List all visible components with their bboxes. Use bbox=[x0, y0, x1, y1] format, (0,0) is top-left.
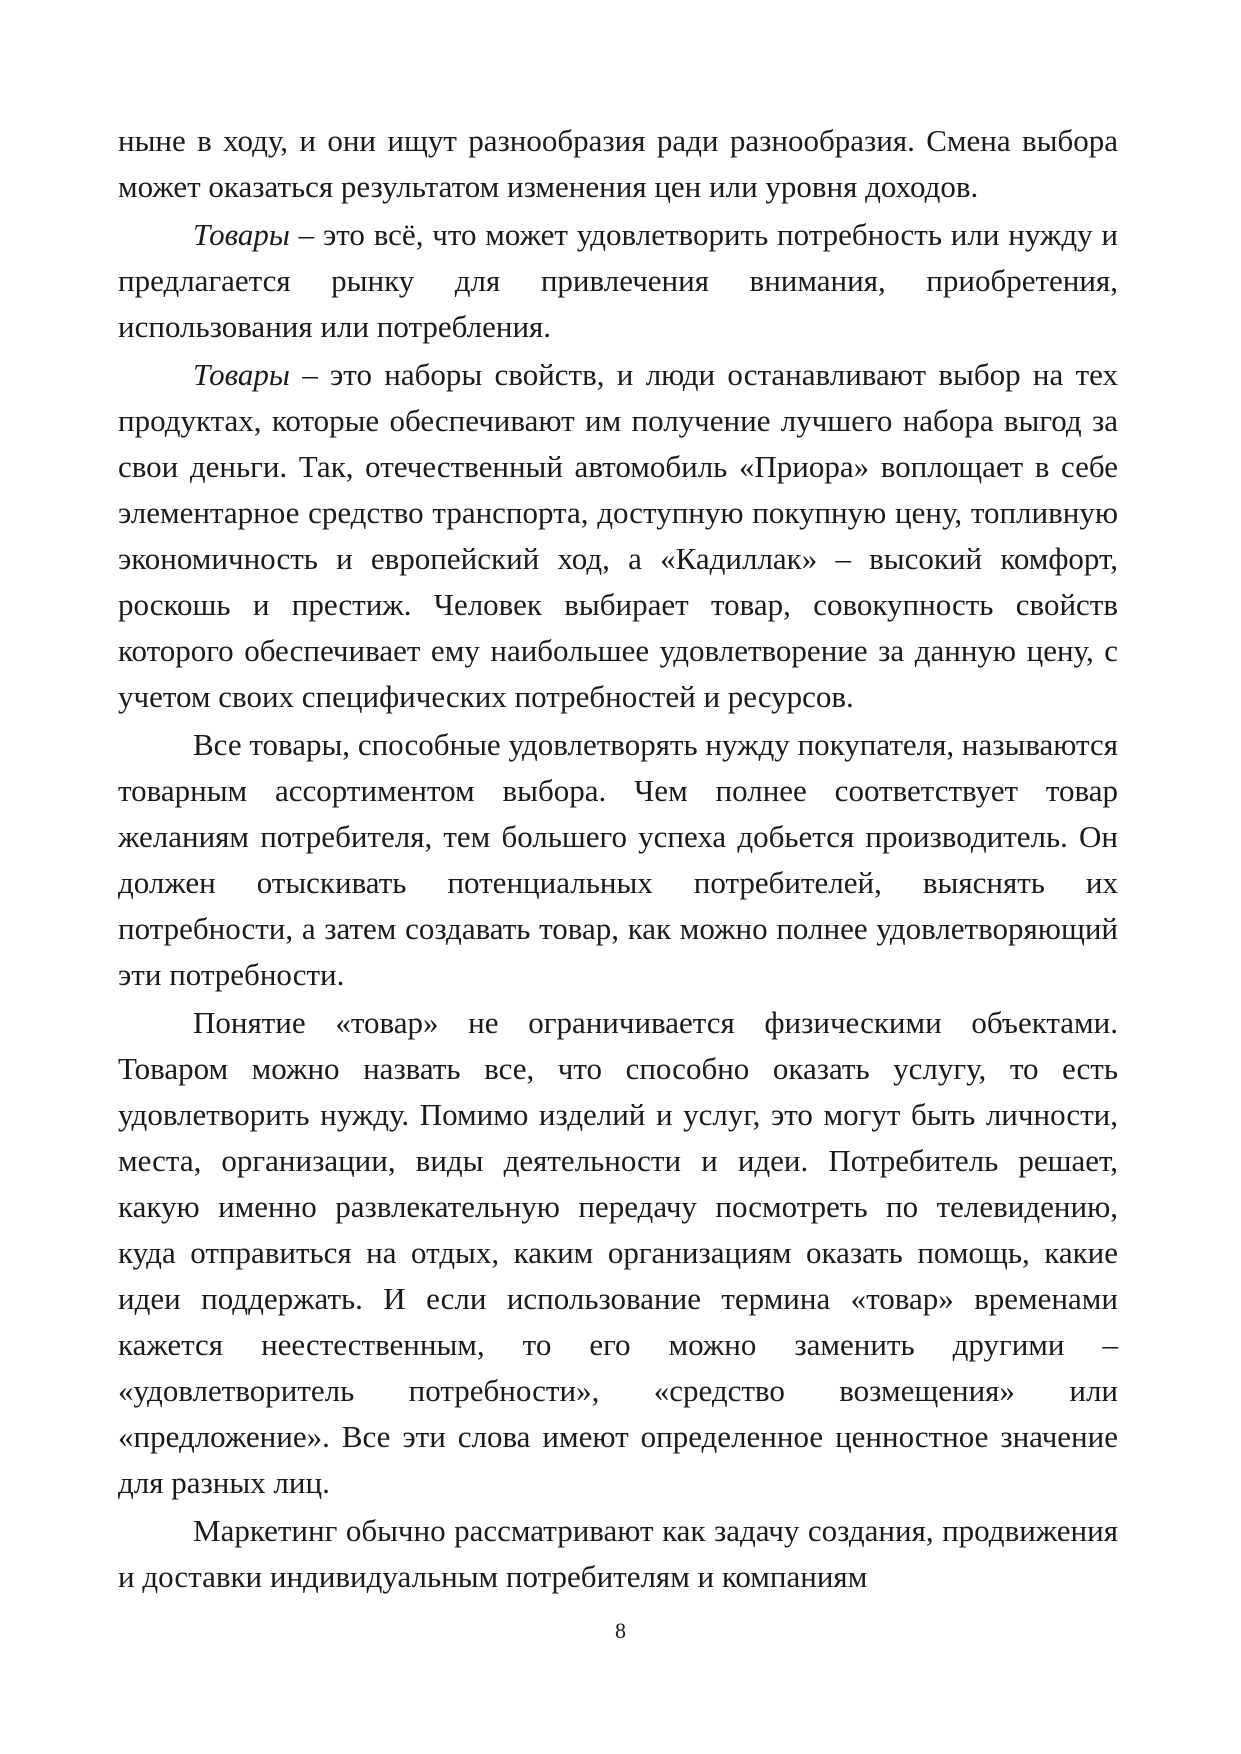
paragraph-2-text: – это всё, что может удовлетворить потребность или нужду и предлагается рынку для привлечения внимания, приобретения, использования или потребления. bbox=[118, 217, 1118, 344]
paragraph-2 bbox=[118, 212, 1118, 350]
paragraph-5-text: Понятие «товар» не ограничивается физическими объектами. Товаром можно назвать все, что способно оказать услугу, то есть удовлетворить нужду. Помимо изделий и услуг, это могут быть личности, места, организации, виды деятельности и идеи. Потребитель решает, какую именно развлекательную передачу посмотреть по телевидению, куда отправиться на отдых, каким организациям оказать помощь, какие идеи поддержать. И если использование термина «товар» временами кажется неестественным, то его можно заменить другими – «удовлетворитель потребности», «средство возмещения» или «предложение». Все эти слова имеют определенное ценностное значение для разных лиц. bbox=[118, 1005, 1118, 1500]
paragraph-1 bbox=[118, 118, 1118, 210]
paragraph-2-term: Товары bbox=[193, 217, 290, 252]
paragraph-4 bbox=[118, 722, 1118, 998]
body-text bbox=[118, 118, 1118, 1600]
paragraph-3 bbox=[118, 352, 1118, 720]
paragraph-4-text: Все товары, способные удовлетворять нужду покупателя, называются товарным ассортиментом выбора. Чем полнее соответствует товар желаниям потребителя, тем большего успеха добьется производитель. Он должен отыскивать потенциальных потребителей, выяснять их потребности, а затем создавать товар, как можно полнее удовлетворяющий эти потребности. bbox=[118, 727, 1118, 992]
page-number: 8 bbox=[615, 1618, 626, 1643]
paragraph-1-text: ныне в ходу, и они ищут разнообразия ради разнообразия. Смена выбора может оказаться результатом изменения цен или уровня доходов. bbox=[118, 123, 1118, 204]
paragraph-6-text: Маркетинг обычно рассматривают как задачу создания, продвижения и доставки индивидуальным потребителям и компаниям bbox=[118, 1513, 1118, 1594]
paragraph-6 bbox=[118, 1508, 1118, 1600]
paragraph-5 bbox=[118, 1000, 1118, 1506]
paragraph-3-text: – это наборы свойств, и люди останавливают выбор на тех продуктах, которые обеспечивают им получение лучшего набора выгод за свои деньги. Так, отечественный автомобиль «Приора» воплощает в себе элементарное средство транспорта, доступную покупную цену, топливную экономичность и европейский ход, а «Кадиллак» – высокий комфорт, роскошь и престиж. Человек выбирает товар, совокупность свойств которого обеспечивает ему наибольшее удовлетворение за данную цену, с учетом своих специфических потребностей и ресурсов. bbox=[118, 357, 1118, 714]
paragraph-3-term: Товары bbox=[193, 357, 290, 392]
